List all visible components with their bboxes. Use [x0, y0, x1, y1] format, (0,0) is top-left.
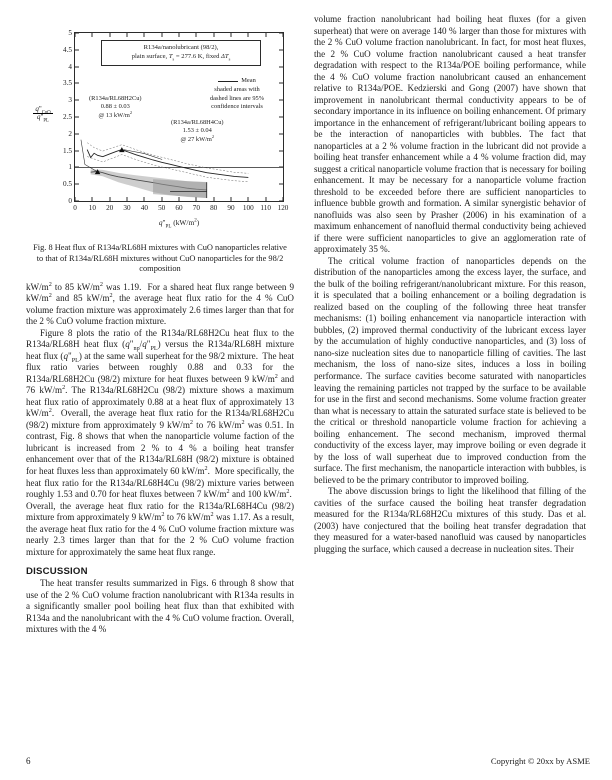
x-tick-label: 100: [242, 204, 254, 212]
x-tick-label: 40: [140, 204, 148, 212]
plot-frame: [63, 29, 289, 212]
x-axis-units-close: ): [196, 218, 200, 227]
info-dts-sub: s: [228, 56, 231, 62]
annot-a-exp: 2: [129, 109, 133, 115]
legend-note-3: confidence intervals: [211, 102, 263, 110]
info-ts-sub: s: [172, 56, 175, 62]
leader-line-annot-b: [124, 150, 163, 160]
chart-legend: [195, 77, 279, 111]
x-axis-label: $q"_{PL}$ $(kW/m^2)$: [158, 218, 200, 230]
right-paragraph-2: The critical volume fraction of nanoparticles depends on the distribution of the nanoparticles among the excess layer, the surface, and the bulk of the boiling refrigerant/nanolubricant mixture. For this reason, it is speculated that a boiling enhancement or a boiling degradation is realized based on the coupling of the following three heat transfer mechanisms: (1) boiling enhancement via nanoparticle interaction with bubbles, (2) improved thermal conductivity of the lubricant excess layer by the accumulation of highly conductive nanoparticles, and (3) loss of nano-size nucleation sites due to nanoparticle filling of cavities. The last mechanism, the loss of nano-size sites, induces a loss in boiling performance. The surface cavities become saturated with nanoparticles leaving the remaining particles not trapped by the surface to be available for use in the first and second mechanisms. Some volume fraction greater than what is necessary to attain the saturated surface state is believed to be the critical or threshold nanoparticle volume fraction for achieving a boiling enhancement. The second mechanism, improved thermal conductivity of the excess layer, may improve boiling or even degrade it by the loss of wall superheat due to improved conduction from the surface. The first mechanism, the nanoparticle interaction with bubbles, is believed to be the primary contributor to improved boiling.: [314, 255, 586, 485]
legend-mean-row: [195, 77, 279, 85]
info-line-1: R134a/nanolubricant (98/2),: [143, 44, 219, 51]
x-axis-sub: PL: [165, 224, 172, 230]
y-tick-label: 4.5: [63, 45, 72, 54]
left-column: [26, 14, 294, 726]
info-plain-surface: plain surface,: [131, 52, 169, 60]
series-rl68h4cu-upper-ci: [87, 143, 248, 174]
left-paragraph-3: The heat transfer results summarized in Figs. 6 through 8 show that use of the 2 % CuO volume fraction nanolubricant with R134a results in a significantly smaller pool boiling heat flux than that exhibited with R134a and the nanolubricant with the 4 % CuO volume fraction. Overall, mixtures with the 4 %: [26, 578, 294, 635]
x-axis-units: (kW/m: [173, 218, 195, 227]
x-tick-label: 70: [192, 204, 200, 212]
x-tick-label: 120: [277, 204, 289, 212]
discussion-heading: DISCUSSION: [26, 566, 88, 578]
figure-caption: Fig. 8 Heat flux of R134a/RL68H mixtures with CuO nanoparticles relative to that of R134a/RL68H mixtures without CuO nanoparticles for the 98/2 composition: [33, 243, 287, 274]
y-axis-denominator-sub: PL: [43, 118, 49, 124]
annot-a-line2: 0.88 ± 0.03: [100, 103, 130, 111]
x-tick-label: 0: [73, 204, 77, 212]
chart-info-box: [101, 40, 261, 66]
annotation-rl68h2cu: [89, 95, 142, 120]
info-ts-symbol: T: [168, 52, 173, 60]
y-tick-label: 3: [68, 96, 72, 105]
annotation-rl68h4cu: [171, 119, 224, 144]
y-tick-label: 1.5: [63, 146, 72, 155]
y-axis-label: $\frac{q"_{CuO}}{q"_{PL}}$: [35, 105, 51, 124]
x-tick-label: 10: [88, 204, 96, 212]
legend-note-2: dashed lines are 95%: [209, 94, 265, 102]
left-paragraph-1: $kW/m^2$ to 85 $kW/m^2$ was 1.19. For a shared heat flux range between 9 $kW/m^2$ and 85 $kW/m^2$, the average heat flux ratio for the 4 % CuO volume fraction mixture was approximately 2.6 times larger than that for the 2 % CuO volume fraction mixture.: [26, 280, 295, 327]
y-tick-label: 3.5: [63, 79, 72, 88]
legend-mean-label: Mean: [241, 77, 256, 84]
legend-line-swatch: [218, 81, 238, 82]
x-tick-label: 50: [158, 204, 166, 212]
right-column: [314, 14, 586, 726]
y-tick-label: 2: [68, 129, 72, 138]
annot-b-line1: (R134a/RL68H4Cu): [171, 119, 224, 126]
two-column-layout: [26, 14, 590, 726]
x-tick-label: 80: [210, 204, 218, 212]
annot-b-value: @ 27 kW/m: [180, 135, 212, 143]
copyright-notice: Copyright © 20xx by ASME: [490, 756, 590, 766]
annot-a-value: @ 13 kW/m: [98, 111, 130, 119]
right-paragraph-1: volume fraction nanolubricant had boiling heat fluxes (for a given superheat) that were on average 140 % larger than those for mixtures with the 2 % CuO volume fraction nanolubricant. In fact, for most heat fluxes, the 2 % CuO volume fraction nanolubricant caused a heat transfer degradation with respect to the R134a/POE boiling performance, while the 4 % CuO volume fraction nanolubricant caused an enhancement relative to R134a/POE. Kedzierski and Gong (2007) have shown that improvement in nanolubricant thermal conductivity appears to be of secondary importance in its influence on boiling enhancement. Of primary importance in the enhancement of refrigerant/lubricant boiling appears to be the interaction of nanoparticles with bubbles. The fact that nanoparticles at a 2 % volume fraction in the lubricant did not provide a boiling heat transfer enhancement while a 4 % volume fraction did, may suggest a critical nanoparticle volume fraction that is necessary for boiling enhancement. It may be necessary for a nanoparticle volume fraction threshold to be exceeded before there are sufficient nanoparticles to influence bubble growth and formation. A similar synergistic behavior of nanofluids was also seen by Prasher (2006) in his examination of a maximum enhancement of nanofluid thermal conductivity being achieved if there were sufficient nanoparticles to give an agglomeration rate of approximately 35 %.: [314, 14, 586, 255]
figure-8: [26, 20, 294, 275]
info-line-2: [105, 53, 257, 62]
x-tick-label: 60: [175, 204, 183, 212]
left-paragraph-2: Figure 8 plots the ratio of the R134a/RL68H2Cu heat flux to the R134a/RL68H heat flux $(q"_{np}/q"_{PL})$ versus the R134a/RL68H mixture heat flux $(q"_{PL})$ at the same wall superheat for the 98/2 mixture. The heat flux ratio varies between roughly 0.88 and 0.33 for the R134a/RL68H2Cu (98/2) mixture for heat fluxes between 9 $kW/m^2$ and 76 $kW/m^2$. The R134a/RL68H2Cu (98/2) mixture shows a maximum heat flux ratio of approximately 0.88 at a heat flux of approximately 13 $kW/m^2$. Overall, the average heat flux ratio for the R134a/RL68H2Cu (98/2) mixture from approximately 9 $kW/m^2$ to 76 $kW/m^2$ was 0.51. In contrast, Fig. 8 shows that when the nanoparticle volume faction of the lubricant is increased from 2 % to 4 % a boiling heat transfer enhancement over that of the R134a/RL68H (98/2) mixture is obtained for heat fluxes less than approximately 60 $kW/m^2$. More specifically, the heat flux ratio for the R134a/RL68H4Cu (98/2) mixture varies between roughly 1.53 and 0.70 for heat fluxes between 7 $kW/m^2$ and 100 $kW/m^2$. Overall, the average heat flux ratio for the R134a/RL68H4Cu (98/2) mixture from approximately 9 $kW/m^2$ to 76 $kW/m^2$ was 1.17. As a result, the average heat flux ratio for the 4 % CuO volume fraction mixture was nearly 2.3 times larger than that for the 2 % CuO volume fraction mixture for approximately the same heat flux range.: [26, 327, 295, 557]
y-tick-label: 0: [68, 197, 72, 205]
y-axis-numerator-sub: CuO: [41, 110, 51, 116]
x-tick-label: 110: [260, 204, 271, 212]
x-tick-label: 20: [106, 204, 114, 212]
leader-line-annot-a: [81, 140, 97, 172]
y-tick-label: 2.5: [63, 113, 72, 121]
y-tick-label: 1: [68, 163, 72, 172]
annot-b-line3: [171, 133, 224, 144]
chart-area: [26, 20, 294, 238]
y-tick-label: 5: [68, 29, 72, 37]
info-ts-value: = 277.6 K, fixed: [174, 52, 222, 60]
y-tick-label: 4: [68, 62, 72, 71]
annot-b-line2: 1.53 ± 0.04: [182, 127, 212, 135]
page-number: 6: [26, 756, 31, 766]
info-dts-symbol: ΔT: [221, 52, 229, 60]
series-rl68h2cu-ci-dense: [153, 179, 207, 198]
x-tick-label: 90: [227, 204, 235, 212]
page-footer: [26, 756, 590, 766]
x-axis-units-exp: 2: [194, 218, 197, 224]
annot-a-line1: (R134a/RL68H2Cu): [89, 95, 142, 102]
legend-note-1: shaded areas with: [214, 86, 260, 94]
y-tick-label: 0.5: [63, 180, 72, 189]
annot-b-exp: 2: [211, 133, 215, 139]
right-paragraph-3: The above discussion brings to light the likelihood that filling of the cavities of the surface caused the boiling heat transfer degradation measured for the R134a/RL68H2Cu mixtures of this study. Das et al. (2003) have conjectured that the boiling heat transfer degradation that they measured for a water-based nanofluid was caused by nanoparticles plugging the surface, which caused a decrease in nucleation sites. Their: [314, 486, 586, 554]
x-tick-label: 30: [123, 204, 131, 212]
annot-a-line3: [89, 109, 142, 120]
